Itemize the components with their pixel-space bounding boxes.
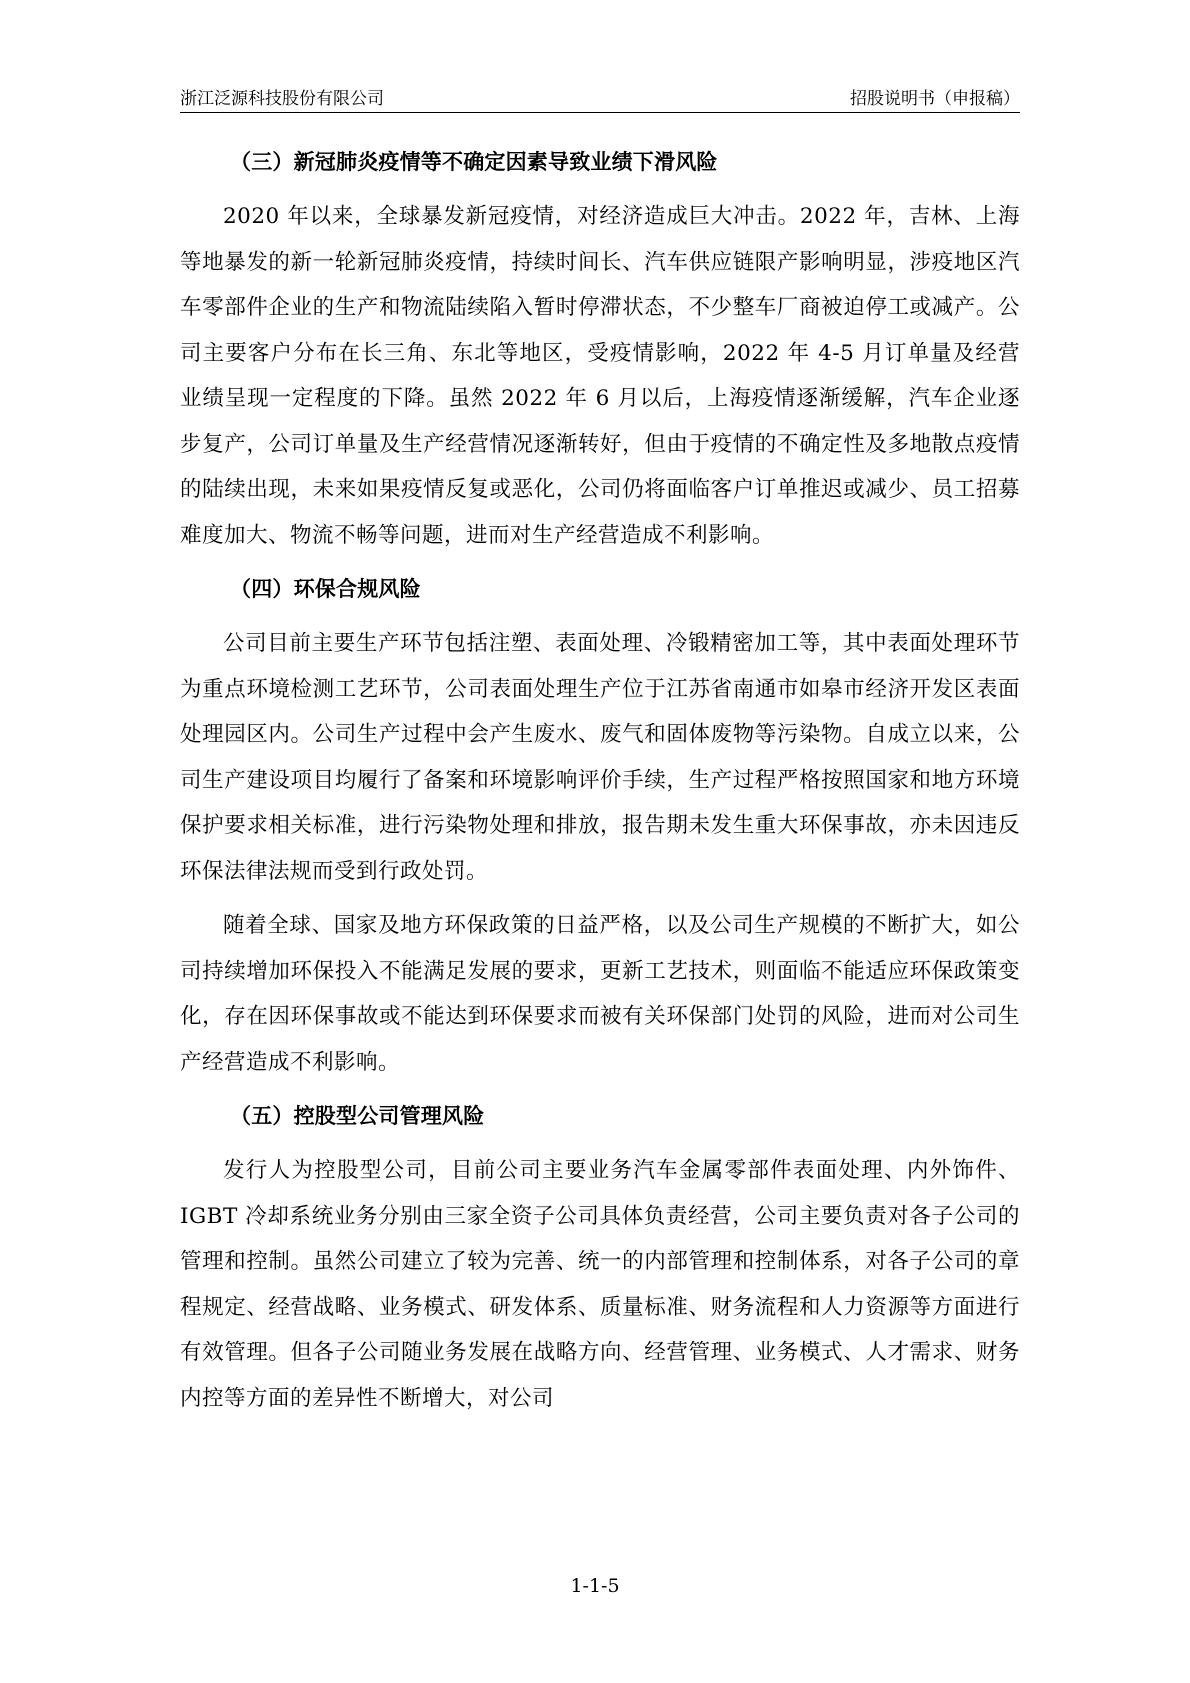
- paragraph: 随着全球、国家及地方环保政策的日益严格，以及公司生产规模的不断扩大，如公司持续增加环保投入不能满足发展的要求，更新工艺技术，则面临不能适应环保政策变化，存在因环保事故或不能达到环保要求而被有关环保部门处罚的风险，进而对公司生产经营造成不利影响。: [180, 913, 1020, 1075]
- section-covid-risk: [180, 140, 1020, 558]
- header-company-name: 浙江泛源科技股份有限公司: [180, 89, 384, 109]
- header-document-type: 招股说明书（申报稿）: [850, 89, 1020, 109]
- section-environmental-risk: [180, 567, 1020, 1085]
- section-holding-company-risk: [180, 1094, 1020, 1421]
- page-header: [180, 78, 1020, 113]
- document-body: [180, 140, 1020, 1430]
- page-number: 1-1-5: [570, 1575, 620, 1597]
- paragraph: 公司目前主要生产环节包括注塑、表面处理、冷锻精密加工等，其中表面处理环节为重点环境检测工艺环节，公司表面处理生产位于江苏省南通市如皋市经济开发区表面处理园区内。公司生产过程中会产生废水、废气和固体废物等污染物。自成立以来，公司生产建设项目均履行了备案和环境影响评价手续，生产过程严格按照国家和地方环境保护要求相关标准，进行污染物处理和排放，报告期未发生重大环保事故，亦未因违反环保法律法规而受到行政处罚。: [180, 631, 1020, 884]
- paragraph: 发行人为控股型公司，目前公司主要业务汽车金属零部件表面处理、内外饰件、IGBT 冷却系统业务分别由三家全资子公司具体负责经营，公司主要负责对各子公司的管理和控制。虽然公司建立了较为完善、统一的内部管理和控制体系，对各子公司的章程规定、经营战略、业务模式、研发体系、质量标准、财务流程和人力资源等方面进行有效管理。但各子公司随业务发展在战略方向、经营管理、业务模式、人才需求、财务内控等方面的差异性不断增大，对公司: [180, 1158, 1020, 1411]
- paragraph: 2020 年以来，全球暴发新冠疫情，对经济造成巨大冲击。2022 年，吉林、上海等地暴发的新一轮新冠肺炎疫情，持续时间长、汽车供应链限产影响明显，涉疫地区汽车零部件企业的生产和物流陆续陷入暂时停滞状态，不少整车厂商被迫停工或减产。公司主要客户分布在长三角、东北等地区，受疫情影响，2022 年 4-5 月订单量及经营业绩呈现一定程度的下降。虽然 2022 年 6 月以后，上海疫情逐渐缓解，汽车企业逐步复产，公司订单量及生产经营情况逐渐转好，但由于疫情的不确定性及多地散点疫情的陆续出现，未来如果疫情反复或恶化，公司仍将面临客户订单推迟或减少、员工招募难度加大、物流不畅等问题，进而对生产经营造成不利影响。: [180, 204, 1020, 548]
- section-heading: （三）新冠肺炎疫情等不确定因素导致业绩下滑风险: [230, 150, 718, 174]
- section-heading: （四）环保合规风险: [230, 577, 421, 601]
- section-heading: （五）控股型公司管理风险: [230, 1104, 485, 1128]
